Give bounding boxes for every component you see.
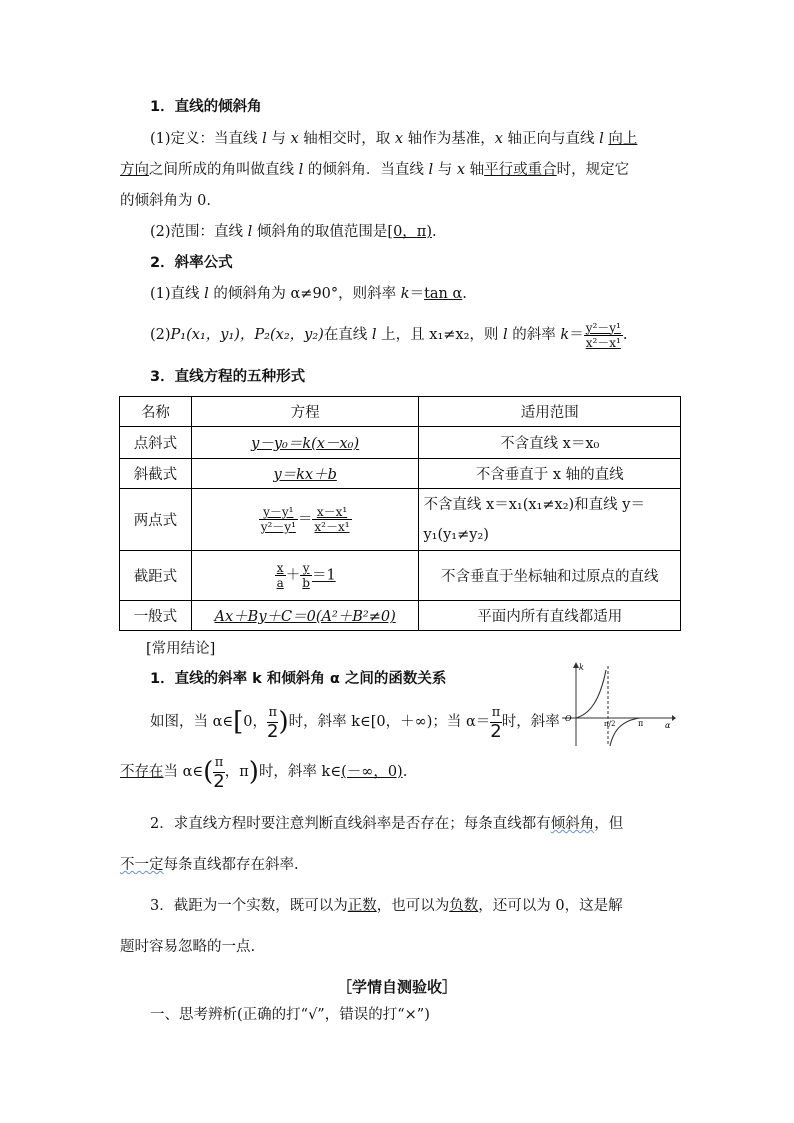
section-2-heading: 2．斜率公式: [150, 255, 233, 271]
slope-formula-2: (2)P₁(x₁，y₁)，P₂(x₂，y₂)在直线 l 上，且 x₁≠x₂，则 l 的斜率 k＝ $\frac{\text{y²－y¹}}{\text{x²－x¹}}$ .: [150, 320, 628, 350]
pi-half-label: π/2: [604, 720, 616, 728]
form-name: 两点式: [120, 489, 192, 551]
conclusions-label: [常用结论]: [146, 641, 216, 657]
form-scope: 平面内所有直线都适用: [419, 601, 681, 631]
section-1-heading: 1．直线的倾斜角: [150, 99, 262, 115]
range-line: (2)范围：直线 l 倾斜角的取值范围是[0，π).: [150, 224, 437, 240]
alpha-axis-arrow-icon: [672, 715, 676, 721]
k-label: k: [579, 663, 584, 672]
form-equation: y＝kx＋b: [191, 459, 419, 489]
origin-label: O: [565, 714, 572, 723]
table-header-row: [120, 397, 681, 427]
pi-label: π: [638, 719, 644, 728]
slope-formula-1: (1)直线 l 的倾斜角为 α≠90°，则斜率 k＝tan α.: [150, 286, 467, 302]
conclusion-2-line-1: 2．求直线方程时要注意判断直线斜率是否存在；每条直线都有倾斜角，但: [150, 816, 624, 832]
section-3-heading: 3．直线方程的五种形式: [150, 369, 306, 385]
line-equation-forms-table: [119, 396, 681, 631]
table-row: [120, 551, 681, 601]
table-row: [120, 459, 681, 489]
form-equation: $\frac{x}{a}$ ＋ $\frac{y}{b}$ ＝1: [191, 551, 419, 601]
form-equation: $\frac{\text{y－y¹}}{\text{y²－y¹}}$ ＝ $\frac{\text{x－x¹}}{\text{x²－x¹}}$: [191, 489, 419, 551]
conclusion-1-line-1: 如图，当 α∈[0， $\frac{\pi}{2}$ )时，斜率 k∈[0，＋∞)；当 α＝ $\frac{\pi}{2}$ 时，斜率: [150, 704, 560, 742]
table-row: [120, 489, 681, 551]
header-scope: 适用范围: [419, 397, 681, 427]
form-scope: 不含垂直于 x 轴的直线: [419, 459, 681, 489]
form-name: 点斜式: [120, 427, 192, 459]
slope-fraction: $\frac{\text{y²－y¹}}{\text{x²－x¹}}$: [585, 320, 621, 350]
definition-line-1: (1)定义：当直线 l 与 x 轴相交时，取 x 轴作为基准，x 轴正向与直线 l 向上: [150, 131, 638, 147]
form-scope: 不含垂直于坐标轴和过原点的直线: [419, 551, 681, 601]
form-scope: 不含直线 x＝x₀: [419, 427, 681, 459]
header-equation: 方程: [191, 397, 419, 427]
header-name: 名称: [120, 397, 192, 427]
definition-line-3: 的倾斜角为 0.: [120, 193, 211, 209]
table-row: [120, 601, 681, 631]
form-name: 一般式: [120, 601, 192, 631]
form-name: 斜截式: [120, 459, 192, 489]
conclusion-3-line-2: 题时容易忽略的一点.: [120, 939, 256, 955]
self-test-section-title: ［学情自测验收］: [336, 978, 457, 996]
conclusion-1-line-2: 不存在当 α∈( $\frac{\pi}{2}$ ，π)时，斜率 k∈(－∞，0).: [120, 754, 408, 792]
form-scope: 不含直线 x＝x₁(x₁≠x₂)和直线 y＝ y₁(y₁≠y₂): [419, 489, 681, 551]
alpha-label: α: [665, 721, 671, 730]
table-row: [120, 427, 681, 459]
tangent-graph: [558, 660, 676, 750]
conclusion-3-line-1: 3．截距为一个实数，既可以为正数，也可以为负数，还可以为 0，这是解: [150, 898, 623, 914]
tan-curve-left: [576, 670, 606, 718]
form-equation: y－y₀＝k(x－x₀): [191, 427, 419, 459]
form-equation: Ax＋By＋C＝0(A²＋B²≠0): [191, 601, 419, 631]
form-name: 截距式: [120, 551, 192, 601]
definition-line-2: 方向之间所成的角叫做直线 l 的倾斜角．当直线 l 与 x 轴平行或重合时，规定它: [120, 162, 630, 178]
question-1-instruction: 一、思考辨析(正确的打“√”，错误的打“×”): [150, 1007, 430, 1023]
conclusion-1-heading: 1．直线的斜率 k 和倾斜角 α 之间的函数关系: [150, 671, 447, 687]
conclusion-2-line-2: 不一定每条直线都存在斜率.: [120, 857, 299, 873]
